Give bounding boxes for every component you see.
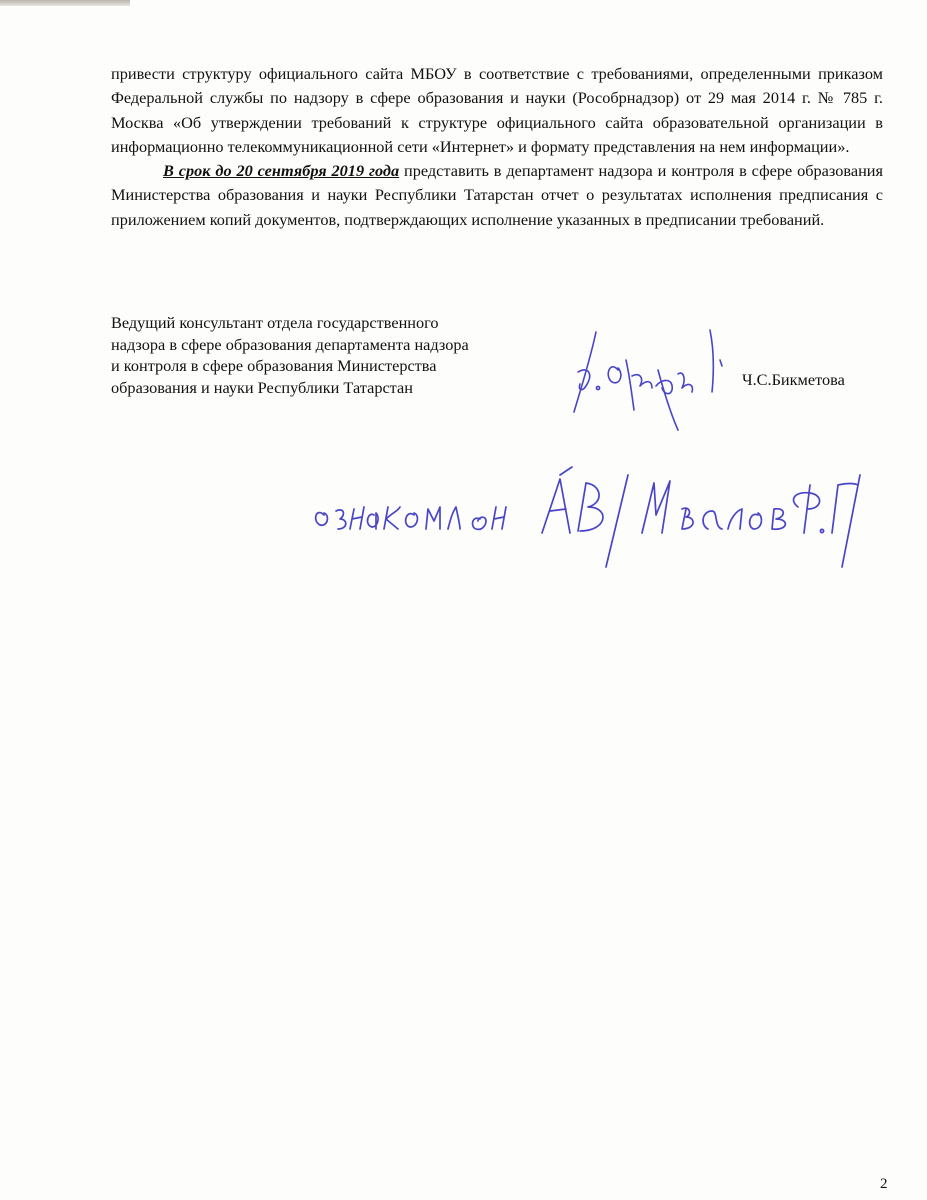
handwritten-signature bbox=[560, 300, 740, 440]
signatory-title-line: Ведущий консультант отдела государственного bbox=[111, 313, 439, 332]
handwritten-acknowledgement bbox=[310, 455, 870, 575]
deadline-instruction: представить в департамент надзора и контроля в сфере образования Министерства образования и науки Республики Татарстан отчет о результатах исполнения предписания с приложением копий документов, подтверждающих исполнение указанных в предписании требований. bbox=[111, 161, 883, 229]
page-number: 2 bbox=[880, 1176, 888, 1192]
paragraph-report-deadline bbox=[111, 159, 883, 232]
deadline-date: В срок до 20 сентября 2019 года bbox=[163, 161, 400, 181]
document-body bbox=[111, 62, 883, 232]
signatory-title-line: и контроля в сфере образования Министерства bbox=[111, 356, 437, 375]
signatory-title-line: надзора в сфере образования департамента надзора bbox=[111, 334, 469, 354]
signatory-title bbox=[111, 312, 521, 398]
signer-name: Ч.С.Бикметова bbox=[742, 370, 845, 389]
paragraph-site-structure: привести структуру официального сайта МБОУ в соответствие с требованиями, определенными приказом Федеральной службы по надзору в сфере образования и науки (Рособрнадзор) от 29 мая 2014 г. № 785 г. Москва «Об утверждении требований к структуре официального сайта образовательной организации в информационно телекоммуникационной сети «Интернет» и формату представления на нем информации». bbox=[111, 64, 883, 156]
scan-edge-mark bbox=[0, 0, 130, 6]
signatory-title-line: образования и науки Республики Татарстан bbox=[111, 377, 413, 397]
